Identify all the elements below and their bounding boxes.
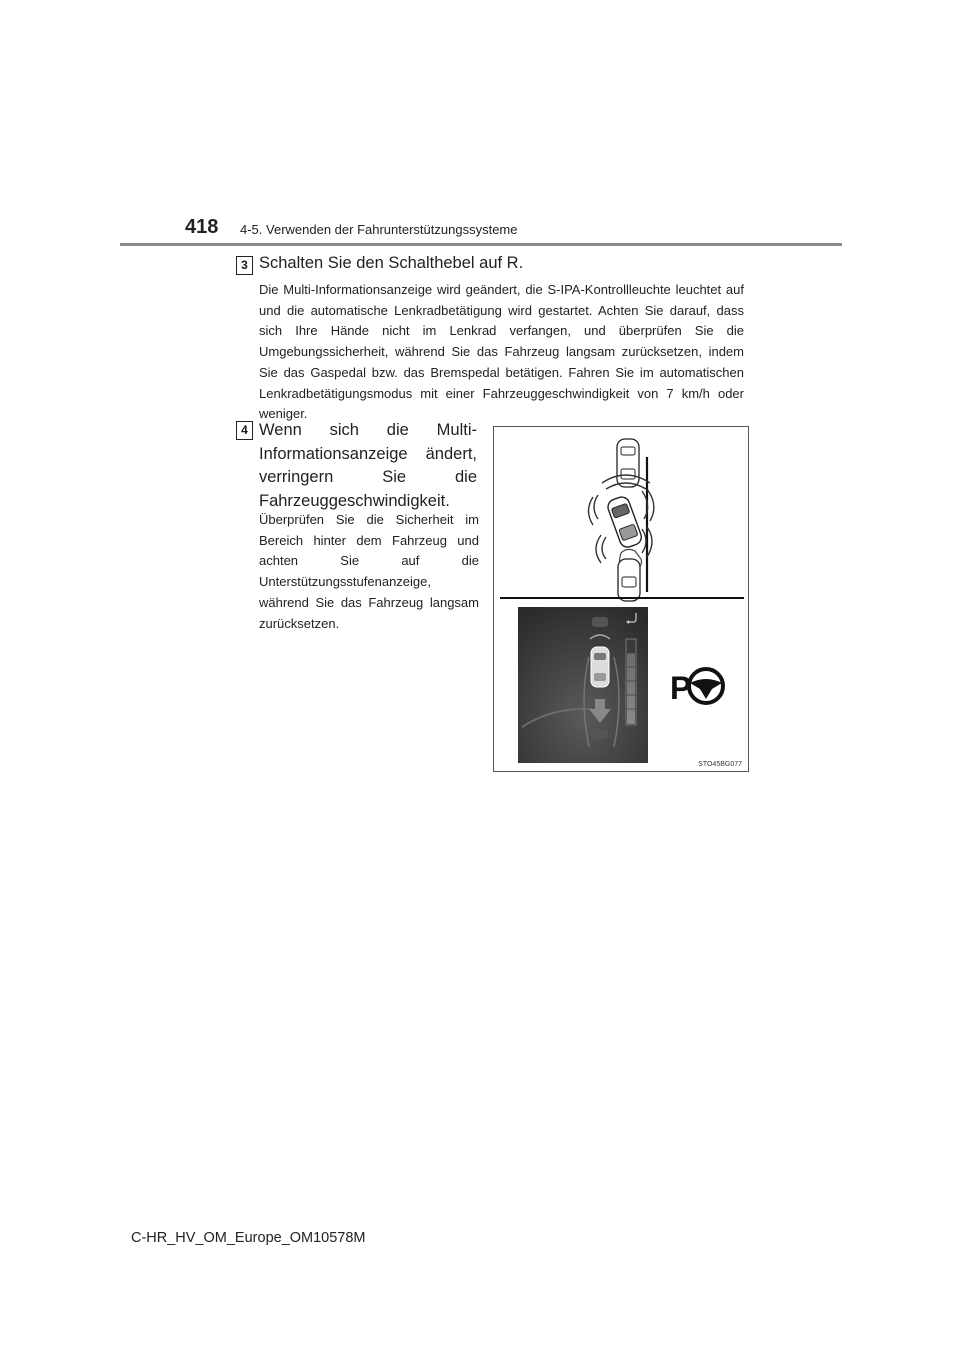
support-level-indicator [626,639,636,725]
parked-car-icon [617,439,639,487]
reversing-car-icon [606,495,644,550]
s-ipa-indicator-letter: P [670,670,692,706]
step-3-badge: 3 [236,256,253,275]
section-title: 4-5. Verwenden der Fahrunterstützungssysteme [240,222,518,237]
page-number: 418 [185,216,219,238]
parking-assist-illustration [494,427,748,771]
multi-information-display [518,607,648,763]
figure-code: STO45BG077 [698,761,742,768]
parking-assist-figure [493,426,749,772]
step-4-body: Überprüfen Sie die Sicherheit im Bereich hinter dem Fahrzeug und achten Sie auf die Unterstützungsstufenanzeige, während Sie das Fahrzeug langsam zurücksetzen. [259,512,479,631]
document-code: C-HR_HV_OM_Europe_OM10578M [131,1230,366,1246]
step-4-heading: Wenn sich die Multi-Informationsanzeige ändert, verringern Sie die Fahrzeuggeschwindigkeit. [259,421,477,510]
header-rule [120,243,842,246]
steering-wheel-icon [689,669,723,703]
step-3-body: Die Multi-Informationsanzeige wird geändert, die S-IPA-Kontrollleuchte leuchtet auf und die automatische Lenkradbetätigung wird gestartet. Achten Sie darauf, dass sich Ihre Hände nicht im Lenkrad verfangen, und überprüfen Sie die Umgebungssicherheit, während Sie das Fahrzeug langsam zurücksetzen, indem Sie das Gaspedal bzw. das Bremspedal betätigen. Fahren Sie im automatischen Lenkradbetätigungsmodus mit einer Fahrzeuggeschwindigkeit von 7 km/h oder weniger. [259,282,744,422]
step-3-heading: Schalten Sie den Schalthebel auf R. [259,254,524,272]
parked-car-icon [618,559,640,601]
reversing-car-icon [591,647,609,687]
step-4-badge: 4 [236,421,253,440]
